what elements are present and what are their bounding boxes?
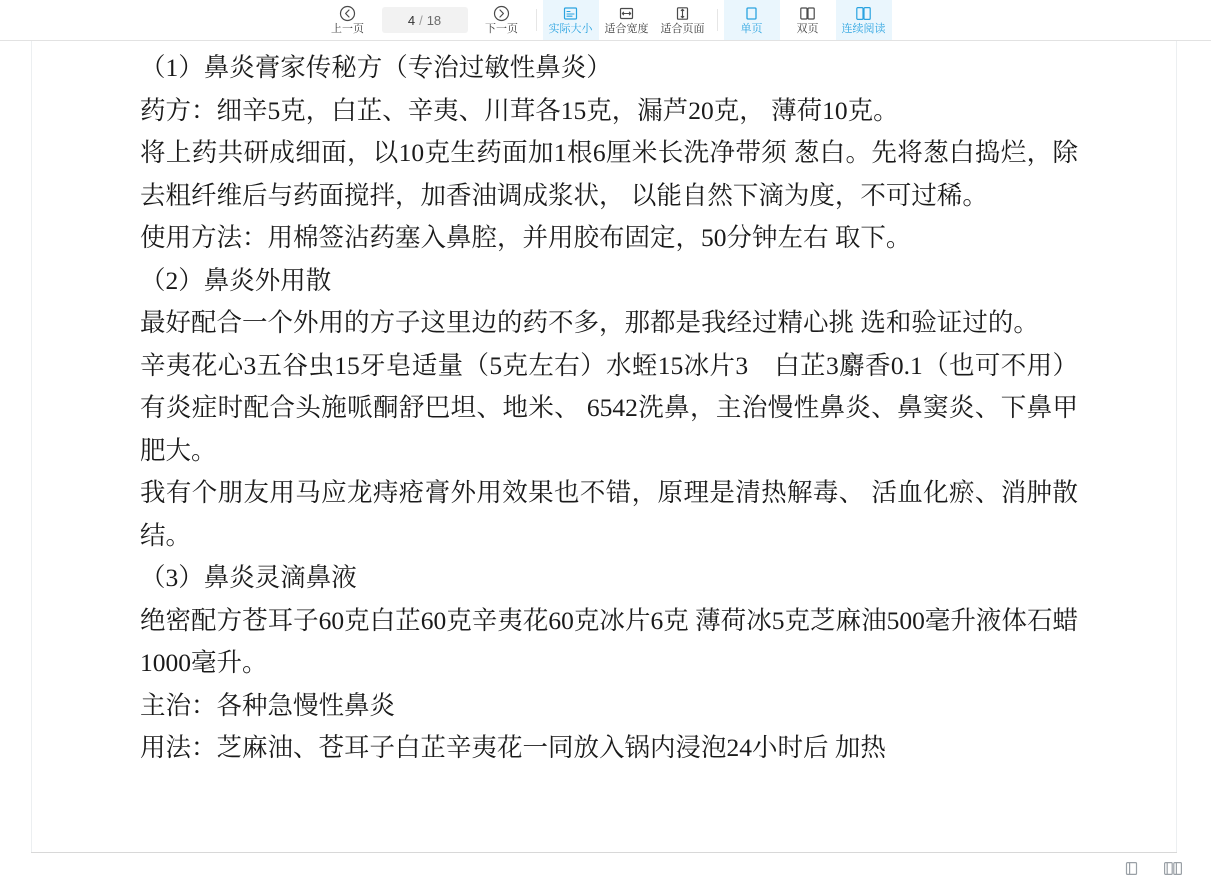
single-page-label: 单页	[740, 22, 763, 35]
total-pages-value: 18	[426, 12, 442, 28]
paragraph: 将上药共研成细面，以10克生药面加1根6厘米长洗净带须 葱白。先将葱白捣烂，除去粗纤维后与药面搅拌，加香油调成浆状， 以能自然下滴为度，不可过稀。	[140, 138, 1078, 210]
document-viewport[interactable]	[0, 41, 1211, 853]
fit-page-icon	[674, 5, 691, 22]
fit-page-label: 适合页面	[660, 22, 705, 35]
fit-width-icon	[618, 5, 635, 22]
toolbar-divider-2	[717, 9, 718, 31]
single-page-button[interactable]	[724, 0, 780, 40]
current-page-value[interactable]: 4	[407, 12, 416, 28]
page-text-content	[32, 41, 1176, 770]
fit-page-button[interactable]	[655, 0, 711, 40]
actual-size-icon	[562, 5, 579, 22]
document-page	[31, 41, 1177, 853]
double-page-icon	[799, 5, 816, 22]
paragraph: 药方：细辛5克，白芷、辛夷、川茸各15克，漏芦20克， 薄荷10克。	[140, 95, 899, 125]
paragraph: 我有个朋友用马应龙痔疮膏外用效果也不错，原理是清热解毒、 活血化瘀、消肿散结。	[140, 478, 1078, 550]
page-separator: /	[419, 12, 423, 28]
paragraph: （1）鼻炎膏家传秘方（专治过敏性鼻炎）	[140, 53, 612, 82]
page-layout-icon[interactable]	[1121, 858, 1141, 878]
paragraph: 绝密配方苍耳子60克白芷60克辛夷花60克冰片6克 薄荷冰5克芝麻油500毫升液体石蜡1000毫升。	[140, 605, 1078, 677]
circle-left-arrow-icon	[339, 5, 356, 22]
fit-width-button[interactable]	[599, 0, 655, 40]
next-page-label: 下一页	[485, 22, 518, 35]
continuous-scroll-button[interactable]	[836, 0, 892, 40]
dual-page-layout-icon[interactable]	[1163, 858, 1183, 878]
prev-page-label: 上一页	[331, 22, 364, 35]
single-page-icon	[743, 5, 760, 22]
status-bar	[0, 853, 1211, 883]
continuous-scroll-icon	[855, 5, 872, 22]
paragraph: 辛夷花心3五谷虫15牙皂适量（5克左右）水蛭15冰片3 白芷3麝香0.1（也可不用）有炎症时配合头施哌酮舒巴坦、地米、 6542洗鼻，主治慢性鼻炎、鼻窦炎、下鼻甲肥大。	[140, 350, 1078, 465]
prev-page-button[interactable]	[320, 0, 376, 40]
actual-size-label: 实际大小	[548, 22, 593, 35]
paragraph: （3）鼻炎灵滴鼻液	[140, 563, 357, 592]
toolbar-divider-1	[536, 9, 537, 31]
actual-size-button[interactable]	[543, 0, 599, 40]
double-page-button[interactable]	[780, 0, 836, 40]
paragraph: 最好配合一个外用的方子这里边的药不多，那都是我经过精心挑 选和验证过的。	[140, 308, 1039, 337]
paragraph: （2）鼻炎外用散	[140, 265, 332, 295]
page-indicator[interactable]	[382, 7, 468, 33]
next-page-button[interactable]	[474, 0, 530, 40]
fit-width-label: 适合宽度	[604, 22, 649, 35]
paragraph: 使用方法：用棉签沾药塞入鼻腔，并用胶布固定，50分钟左右 取下。	[140, 223, 912, 252]
continuous-scroll-label: 连续阅读	[841, 22, 886, 35]
paragraph: 主治：各种急慢性鼻炎	[140, 690, 396, 720]
double-page-label: 双页	[796, 22, 819, 35]
viewer-toolbar	[0, 0, 1211, 41]
circle-right-arrow-icon	[493, 5, 510, 22]
paragraph: 用法：芝麻油、苍耳子白芷辛夷花一同放入锅内浸泡24小时后 加热	[140, 733, 886, 762]
